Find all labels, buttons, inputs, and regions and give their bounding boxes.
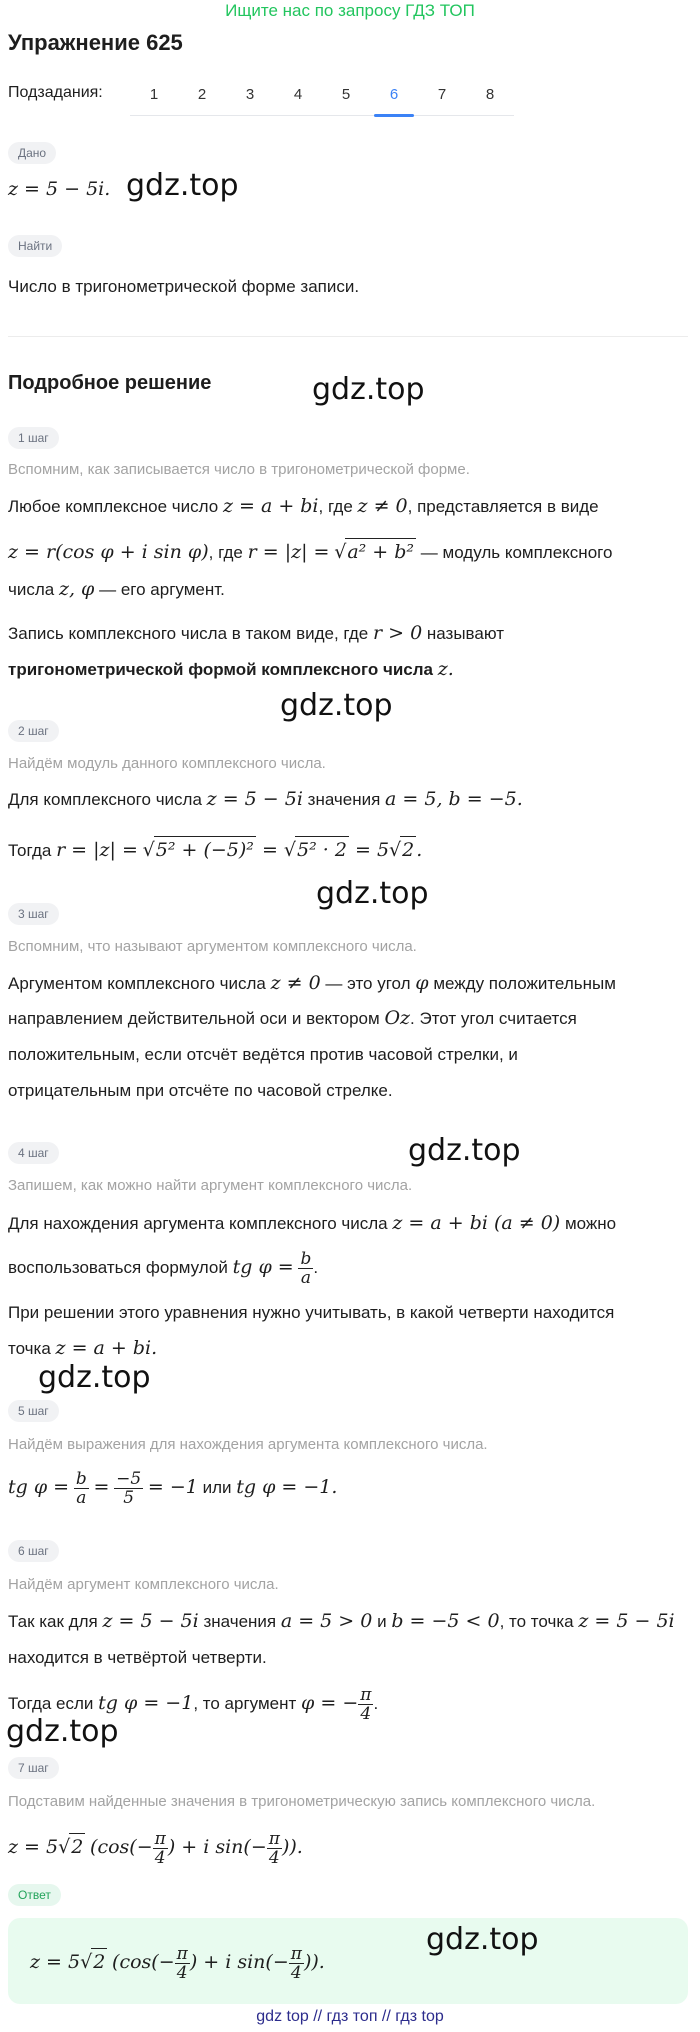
step-6-hint: Найдём аргумент комплексного числа. <box>8 1576 279 1593</box>
answer-formula: z = 5√2 (cos(− $\frac{\pi}{4}$ ) + i sin(− $\frac{\pi}{4}$ )). <box>30 1944 325 1983</box>
watermark: gdz.top <box>280 688 393 723</box>
step-3-chip: 3 шаг <box>8 903 59 925</box>
top-banner: Ищите нас по запросу ГДЗ ТОП <box>225 1 475 20</box>
watermark: gdz.top <box>408 1133 521 1168</box>
step-3-line-1: Аргументом комплексного числа z ≠ 0 — это угол φ между положительным <box>8 972 616 994</box>
step-6-line-3: Тогда если tg φ = −1, то аргумент φ = − $\frac{\pi}{4}$ . <box>8 1685 379 1724</box>
subtasks-label: Подзадания: <box>8 84 103 101</box>
step-1-line-3: числа z, φ — его аргумент. <box>8 578 225 600</box>
step-1-line-4: Запись комплексного числа в таком виде, где r > 0 называют <box>8 622 505 644</box>
tab-subtask-7[interactable]: 7 <box>437 86 447 103</box>
given-formula: z = 5 − 5i. <box>8 178 111 200</box>
step-7-chip: 7 шаг <box>8 1757 59 1779</box>
step-1-line-1: Любое комплексное число z = a + bi, где z ≠ 0, представляется в виде <box>8 495 599 517</box>
step-2-line-2: Тогда r = |z| = √5² + (−5)² = √5² · 2 = 5√2 . <box>8 836 422 864</box>
solution-title: Подробное решение <box>8 372 212 394</box>
step-4-line-3: При решении этого уравнения нужно учитывать, в какой четверти находится <box>8 1303 615 1322</box>
find-chip: Найти <box>8 235 62 257</box>
step-5-hint: Найдём выражения для нахождения аргумента комплексного числа. <box>8 1436 488 1453</box>
step-3-line-3: положительным, если отсчёт ведётся против часовой стрелки, и <box>8 1045 518 1064</box>
step-4-chip: 4 шаг <box>8 1142 59 1164</box>
subtasks-tabs <box>130 76 514 116</box>
step-1-line-5: тригонометрической формой комплексного числа z. <box>8 658 454 680</box>
watermark: gdz.top <box>38 1360 151 1395</box>
tab-subtask-5[interactable]: 5 <box>341 86 351 103</box>
page-title: Упражнение 625 <box>8 30 183 55</box>
watermark: gdz.top <box>6 1714 119 1749</box>
step-5-chip: 5 шаг <box>8 1400 59 1422</box>
step-1-line-2: z = r(cos φ + i sin φ), где r = |z| = √a² + b² — модуль комплексного <box>8 538 612 566</box>
tab-subtask-1[interactable]: 1 <box>149 86 159 103</box>
step-1-hint: Вспомним, как записывается число в тригонометрической форме. <box>8 461 470 478</box>
watermark: gdz.top <box>126 168 239 203</box>
tab-subtask-2[interactable]: 2 <box>197 86 207 103</box>
find-text: Число в тригонометрической форме записи. <box>8 277 360 296</box>
tab-subtask-6[interactable]: 6 <box>370 76 418 116</box>
answer-chip: Ответ <box>8 1884 61 1906</box>
step-4-line-2: воспользоваться формулой tg φ = $\frac{b}{a}$ . <box>8 1249 319 1288</box>
watermark: gdz.top <box>312 372 425 407</box>
step-2-hint: Найдём модуль данного комплексного числа. <box>8 755 326 772</box>
step-3-line-4: отрицательным при отсчёте по часовой стрелке. <box>8 1081 393 1100</box>
tab-subtask-4[interactable]: 4 <box>293 86 303 103</box>
step-6-line-1: Так как для z = 5 − 5i значения a = 5 > 0 и b = −5 < 0, то точка z = 5 − 5i <box>8 1610 675 1632</box>
step-3-hint: Вспомним, что называют аргументом комплексного числа. <box>8 938 417 955</box>
step-2-chip: 2 шаг <box>8 720 59 742</box>
step-4-line-1: Для нахождения аргумента комплексного числа z = a + bi (a ≠ 0) можно <box>8 1212 617 1234</box>
given-chip: Дано <box>8 142 56 164</box>
tab-subtask-8[interactable]: 8 <box>485 86 495 103</box>
step-3-line-2: направлением действительной оси и вектором Oz. Этот угол считается <box>8 1007 577 1029</box>
step-7-formula: z = 5√2 (cos(− $\frac{\pi}{4}$ ) + i sin(− $\frac{\pi}{4}$ )). <box>8 1829 303 1868</box>
step-4-hint: Запишем, как можно найти аргумент комплексного числа. <box>8 1177 413 1194</box>
watermark: gdz.top <box>426 1922 539 1957</box>
step-2-line-1: Для комплексного числа z = 5 − 5i значения a = 5, b = −5. <box>8 788 523 810</box>
step-7-hint: Подставим найденные значения в тригонометрическую запись комплексного числа. <box>8 1793 596 1810</box>
step-5-line-1: tg φ = $\frac{b}{a}$ = $\frac{-5}{5}$ = −1 или tg φ = −1. <box>8 1469 338 1508</box>
step-6-line-2: находится в четвёртой четверти. <box>8 1648 267 1667</box>
tab-subtask-3[interactable]: 3 <box>245 86 255 103</box>
footer: gdz top // гдз топ // гдз top <box>256 2008 444 2025</box>
step-6-chip: 6 шаг <box>8 1540 59 1562</box>
step-4-line-4: точка z = a + bi. <box>8 1337 158 1359</box>
section-divider <box>8 336 688 337</box>
step-1-chip: 1 шаг <box>8 427 59 449</box>
watermark: gdz.top <box>316 876 429 911</box>
